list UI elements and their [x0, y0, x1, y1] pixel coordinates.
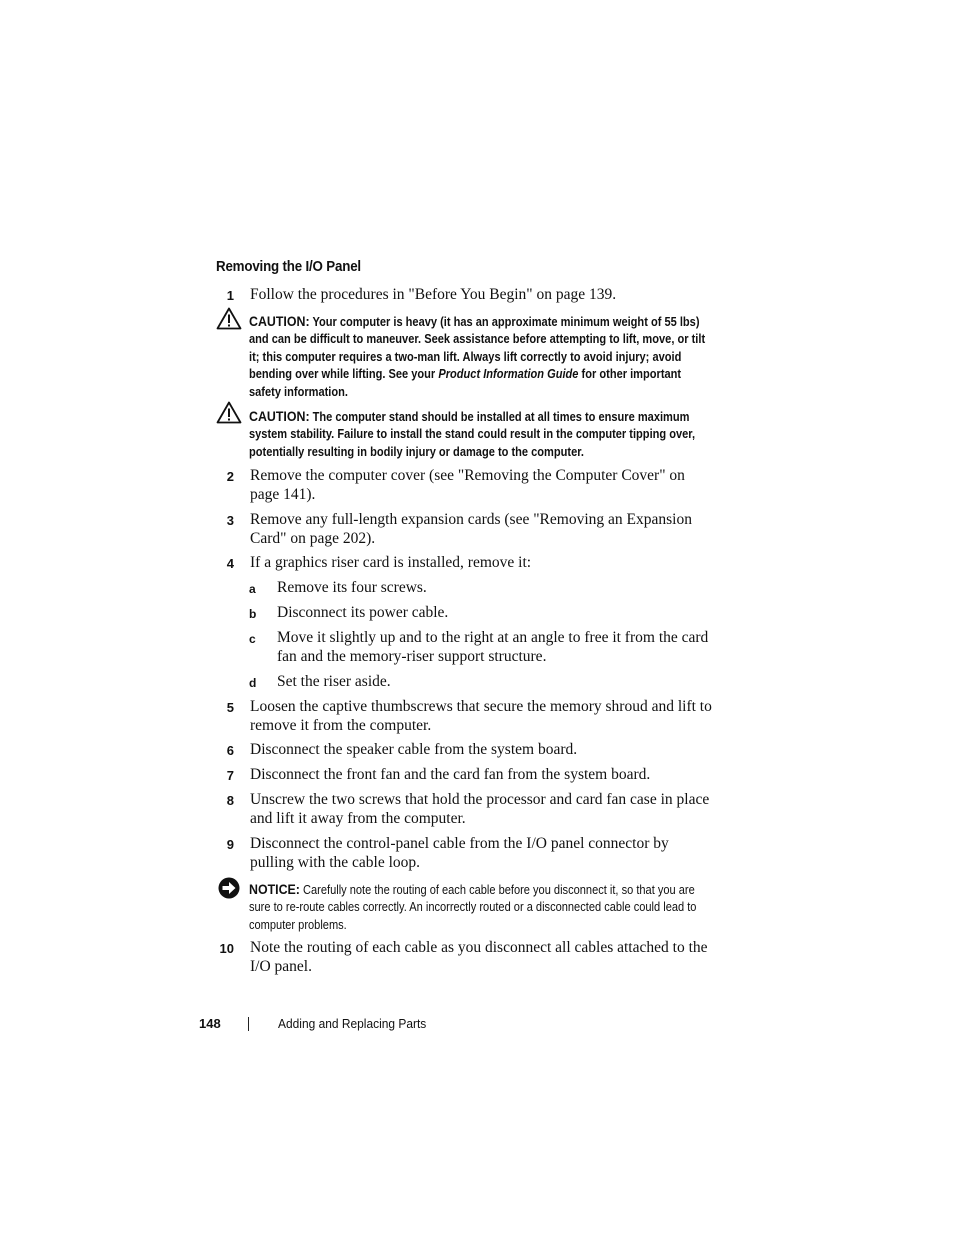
- step-6: [216, 740, 716, 759]
- step-text: If a graphics riser card is installed, remove it:: [250, 554, 532, 571]
- step-text: Loosen the captive thumbscrews that secure the memory shroud and lift to remove it from the computer.: [250, 698, 712, 734]
- step-1: [216, 285, 716, 304]
- substep-letter: d: [249, 676, 257, 690]
- substep-b: [249, 603, 719, 622]
- notice-label: NOTICE:: [249, 881, 300, 897]
- step-8: [216, 790, 716, 828]
- notice-note: [249, 881, 709, 934]
- step-text: Unscrew the two screws that hold the processor and card fan case in place and lift it away from the computer.: [250, 791, 710, 827]
- page-number: 148: [199, 1016, 221, 1031]
- substep-text: Remove its four screws.: [277, 579, 427, 596]
- step-7: [216, 765, 716, 784]
- step-text: Note the routing of each cable as you disconnect all cables attached to the I/O panel.: [250, 939, 708, 975]
- substep-text: Move it slightly up and to the right at an angle to free it from the card fan and the memory-riser support structure.: [277, 629, 709, 665]
- substep-letter: b: [249, 607, 257, 621]
- step-number: 1: [226, 288, 234, 303]
- substep-text: Disconnect its power cable.: [277, 604, 449, 621]
- substep-d: [249, 672, 719, 691]
- step-text: Remove the computer cover (see "Removing the Computer Cover" on page 141).: [250, 467, 685, 503]
- step-text: Disconnect the speaker cable from the system board.: [250, 741, 578, 758]
- step-number: 3: [226, 513, 234, 528]
- step-9: [216, 834, 716, 872]
- step-number: 10: [219, 941, 234, 956]
- footer-section-title: Adding and Replacing Parts: [278, 1016, 427, 1031]
- substep-letter: c: [249, 632, 256, 646]
- step-3: [216, 510, 716, 548]
- substep-text: Set the riser aside.: [277, 673, 391, 690]
- caution-text-end: for other important safety information.: [249, 367, 682, 399]
- substep-a: [249, 578, 719, 597]
- step-text: Disconnect the front fan and the card fan from the system board.: [250, 766, 651, 783]
- substep-c: [249, 628, 719, 666]
- step-2: [216, 466, 716, 504]
- step-number: 9: [226, 837, 234, 852]
- step-number: 4: [226, 556, 234, 571]
- step-number: 6: [226, 743, 234, 758]
- caution-label: CAUTION:: [249, 313, 310, 329]
- notice-icon: [218, 877, 240, 899]
- step-text: Remove any full-length expansion cards (see "Removing an Expansion Card" on page 202).: [250, 511, 692, 547]
- step-text: Disconnect the control-panel cable from the I/O panel connector by pulling with the cable loop.: [250, 835, 669, 871]
- caution-icon: [216, 401, 242, 424]
- caution-text: The computer stand should be installed at all times to ensure maximum system stability. Failure to install the stand could result in the computer tipping over, potentially resulting in bodily injury or damage to the computer.: [249, 410, 696, 459]
- step-number: 8: [226, 793, 234, 808]
- footer-divider: [248, 1017, 249, 1031]
- caution-icon: [216, 307, 242, 330]
- step-4: [216, 553, 716, 572]
- step-text: Follow the procedures in "Before You Begin" on page 139.: [250, 286, 617, 303]
- step-10: [216, 938, 716, 976]
- substep-letter: a: [249, 582, 256, 596]
- caution-label: CAUTION:: [249, 408, 310, 424]
- step-5: [216, 697, 716, 735]
- section-heading: Removing the I/O Panel: [216, 259, 361, 275]
- step-number: 2: [226, 469, 234, 484]
- caution-text: Your computer is heavy (it has an approximate minimum weight of 55 lbs) and can be difficult to maneuver. Seek assistance before attempting to lift, move, or tilt it; this computer requires a two-man lift. Always lift correctly to avoid injury; avoid bending over while lifting. See your: [249, 315, 706, 382]
- notice-text: Carefully note the routing of each cable before you disconnect it, so that you are sure to re-route cables correctly. An incorrectly routed or a disconnected cable could lead to computer problems.: [249, 883, 697, 932]
- step-number: 7: [226, 768, 234, 783]
- step-number: 5: [226, 700, 234, 715]
- caution-note-weight: [249, 313, 709, 401]
- product-information-guide-ref: Product Information Guide: [438, 367, 579, 382]
- caution-note-stand: [249, 408, 709, 461]
